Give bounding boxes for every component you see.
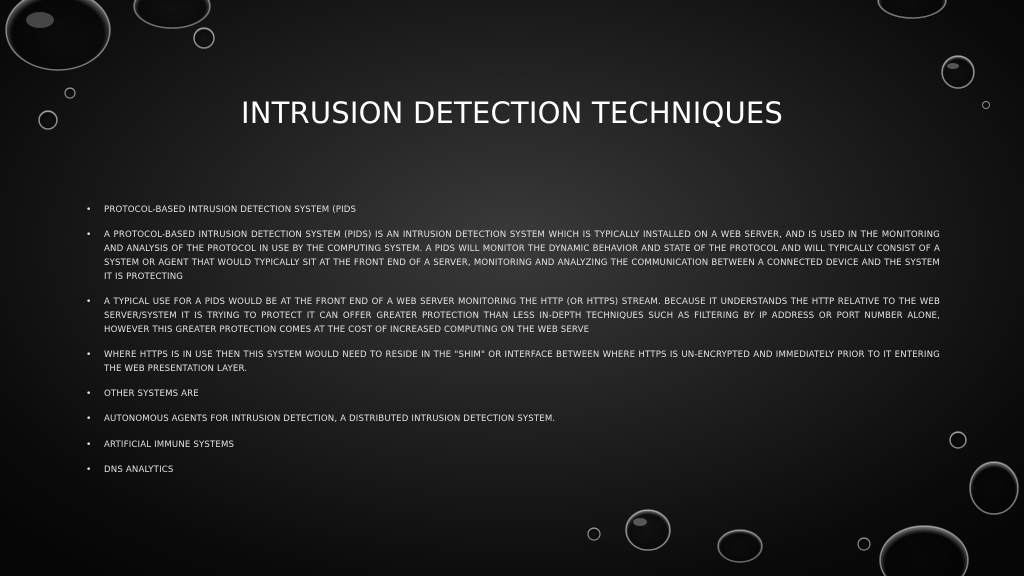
droplet: [6, 0, 110, 70]
slide-title: INTRUSION DETECTION TECHNIQUES: [240, 96, 784, 130]
bullet-item: [86, 229, 940, 284]
droplet: [194, 28, 214, 48]
droplet: [718, 530, 762, 562]
bullet-text: WHERE HTTPS IS IN USE THEN THIS SYSTEM WOULD NEED TO RESIDE IN THE "SHIM" OR INTERFACE BETWEEN WHERE HTTPS IS UN-ENCRYPTED AND IMMEDIATELY PRIOR TO IT ENTERING THE WEB PRESENTATION LAYER.: [104, 349, 940, 374]
bullet-text: ARTIFICIAL IMMUNE SYSTEMS: [104, 439, 235, 450]
bullet-icon: •: [86, 230, 92, 241]
droplet: [588, 528, 600, 540]
bullet-text: AUTONOMOUS AGENTS FOR INTRUSION DETECTION, A DISTRIBUTED INTRUSION DETECTION SYSTEM.: [104, 414, 556, 425]
droplet: [942, 56, 974, 88]
bullet-item: [86, 439, 940, 453]
bullet-icon: •: [86, 205, 92, 215]
bullet-item: [86, 204, 940, 218]
droplet: [950, 432, 966, 448]
droplet: [878, 0, 946, 18]
bullet-item: [86, 388, 940, 402]
bullet-icon: •: [86, 296, 92, 307]
bullet-icon: •: [86, 349, 92, 360]
bullet-icon: •: [86, 464, 92, 475]
bullet-text: DNS ANALYTICS: [104, 464, 174, 475]
bullet-text: PROTOCOL-BASED INTRUSION DETECTION SYSTEM (PIDS: [104, 205, 357, 215]
bullet-icon: •: [86, 439, 92, 450]
bullet-text: A TYPICAL USE FOR A PIDS WOULD BE AT THE FRONT END OF A WEB SERVER MONITORING THE HTTP (OR HTTPS) STREAM. BECAUSE IT UNDERSTANDS THE HTTP RELATIVE TO THE WEB SERVER/SYSTEM IT IS TRYING TO PROTECT IT CAN OFFER GREATER PROTECTION THAN LESS IN-DEPTH TECHNIQUES SUCH AS FILTERING BY IP ADDRESS OR PORT NUMBER ALONE, HOWEVER THIS GREATER PROTECTION COMES AT THE COST OF INCREASED COMPUTING ON THE WEB SERVE: [104, 296, 940, 335]
bullet-list: [86, 204, 940, 489]
bullet-text: OTHER SYSTEMS ARE: [104, 388, 199, 399]
bullet-text: A PROTOCOL-BASED INTRUSION DETECTION SYSTEM (PIDS) IS AN INTRUSION DETECTION SYSTEM WHICH IS TYPICALLY INSTALLED ON A WEB SERVER, AND IS USED IN THE MONITORING AND ANALYSIS OF THE PROTOCOL IN USE BY THE COMPUTING SYSTEM. A PIDS WILL MONITOR THE DYNAMIC BEHAVIOR AND STATE OF THE PROTOCOL AND WILL TYPICALLY CONSIST OF A SYSTEM OR AGENT THAT WOULD TYPICALLY SIT AT THE FRONT END OF A SERVER, MONITORING AND ANALYZING THE COMMUNICATION BETWEEN A CONNECTED DEVICE AND THE SYSTEM IT IS PROTECTING: [104, 230, 940, 282]
bullet-item: [86, 464, 940, 478]
droplet: [858, 538, 870, 550]
droplet: [970, 462, 1018, 514]
bullet-icon: •: [86, 414, 92, 425]
droplet: [626, 510, 670, 550]
droplet: [880, 526, 968, 576]
bullet-icon: •: [86, 388, 92, 399]
droplet: [134, 0, 210, 28]
bullet-item: [86, 296, 940, 337]
bullet-item: [86, 413, 940, 427]
bullet-item: [86, 349, 940, 377]
